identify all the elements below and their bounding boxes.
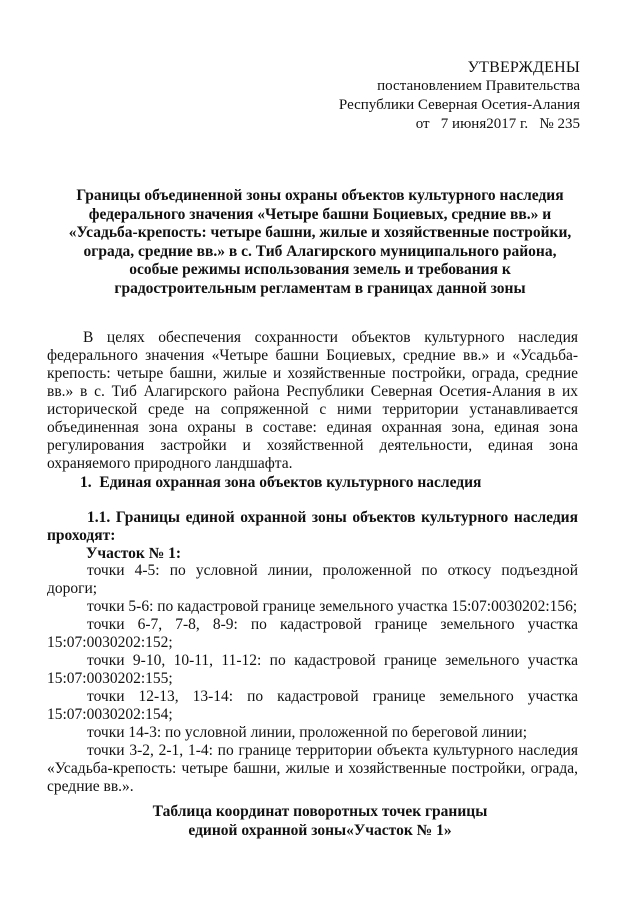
approval-line-2: Республики Северная Осетия-Алания xyxy=(338,97,580,113)
table-title-line-2: единой охранной зоны«Участок № 1» xyxy=(188,822,452,839)
approval-block xyxy=(339,58,580,134)
boundary-point-item: точки 12-13, 13-14: по кадастровой границе земельного участка 15:07:0030202:154; xyxy=(47,688,578,723)
boundary-point-item: точки 9-10, 10-11, 11-12: по кадастровой границе земельного участка 15:07:0030202:155; xyxy=(47,652,578,687)
boundary-point-item: точки 4-5: по условной линии, проложенной по откосу подъездной дороги; xyxy=(47,562,578,597)
document-title: Границы объединенной зоны охраны объектов культурного наследия федерального значения «Четыре башни Боциевых, средние вв.» и «Усадьба-крепость: четыре башни, жилые и хозяйственные постройки, ограда, средние вв.» в с. Тиб Алагирского муниципального района, особые режимы использования земель и требования к градостроительным регламентам в границах данной зоны xyxy=(68,187,572,297)
boundary-point-item: точки 3-2, 2-1, 1-4: по границе территории объекта культурного наследия «Усадьба-крепость: четыре башни, жилые и хозяйственные постройки, ограда, средние вв.». xyxy=(47,742,578,795)
plot-1-heading: Участок № 1: xyxy=(86,545,182,562)
approval-heading: УТВЕРЖДЕНЫ xyxy=(467,59,580,76)
intro-paragraph: В целях обеспечения сохранности объектов культурного наследия федерального значения «Четыре башни Боциевых, средние вв.» и «Усадьба-крепость: четыре башни, жилые и хозяйственные постройки, ограда, средние вв.» в с. Тиб Алагирского района Республики Северная Осетия-Алания в их исторической среде на сопряженной с ними территории устанавливается объединенная зона охраны в составе: единая охранная зона, единая зона регулирования застройки и хозяйственной деятельности, единая зона охраняемого природного ландшафта. xyxy=(47,329,578,472)
section-1-heading: 1. Единая охранная зона объектов культурного наследия xyxy=(80,474,482,491)
boundary-point-item: точки 6-7, 7-8, 8-9: по кадастровой границе земельного участка 15:07:0030202:152; xyxy=(47,616,578,651)
boundary-points-list xyxy=(47,562,578,796)
coordinates-table-title xyxy=(62,802,578,840)
subsection-1-1-heading: 1.1. Границы единой охранной зоны объектов культурного наследия проходят: xyxy=(47,509,578,544)
boundary-point-item: точки 5-6: по кадастровой границе земельного участка 15:07:0030202:156; xyxy=(87,598,578,615)
table-title-line-1: Таблица координат поворотных точек границы xyxy=(152,803,488,820)
boundary-point-item: точки 14-3: по условной линии, проложенной по береговой линии; xyxy=(87,724,528,741)
approval-line-3: от 7 июня2017 г. № 235 xyxy=(415,116,580,132)
approval-line-1: постановлением Правительства xyxy=(377,78,580,94)
